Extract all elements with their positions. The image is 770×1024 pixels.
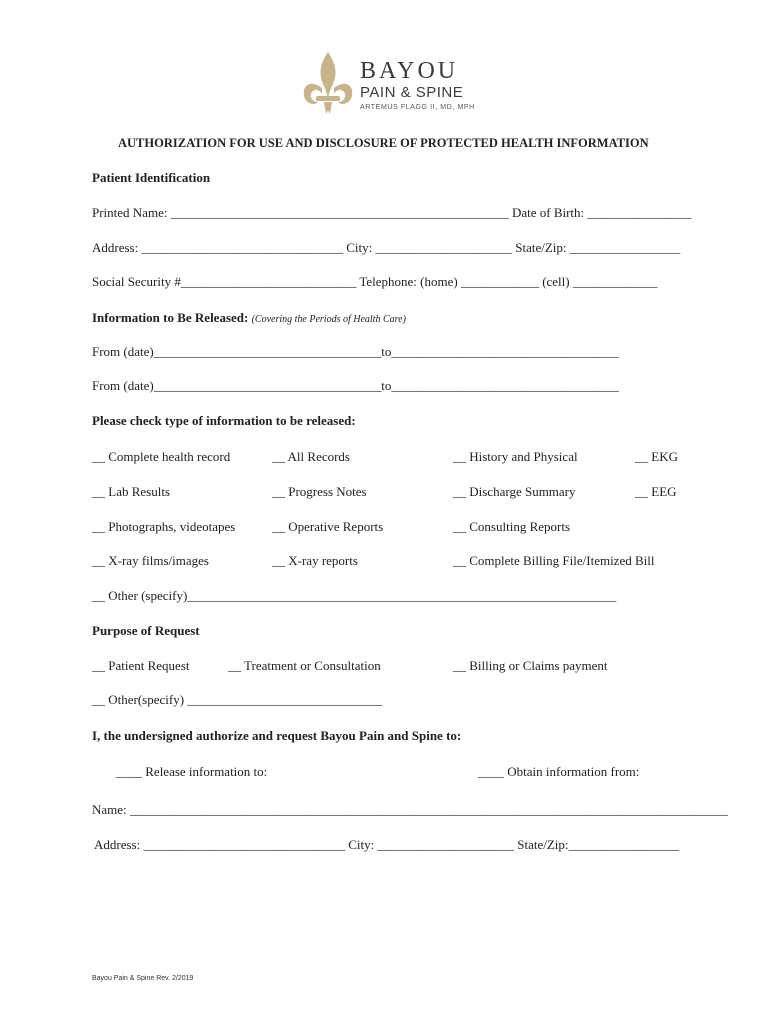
check-lab-results[interactable]: __ Lab Results bbox=[92, 484, 170, 499]
check-eeg[interactable]: __ EEG bbox=[635, 484, 677, 499]
purpose-patient-request[interactable]: __ Patient Request bbox=[92, 658, 190, 673]
patient-heading: Patient Identification bbox=[92, 170, 211, 185]
authorize-heading: I, the undersigned authorize and request Bayou Pain and Spine to: bbox=[92, 728, 462, 743]
check-history-physical[interactable]: __ History and Physical bbox=[453, 449, 578, 464]
obtain-option[interactable]: ____ Obtain information from: bbox=[478, 764, 640, 779]
date-range-1[interactable]: From (date)___________________________________to___________________________________ bbox=[92, 344, 619, 359]
check-all-records[interactable]: __ All Records bbox=[272, 449, 350, 464]
patient-name-line[interactable]: Printed Name: ____________________________________________________ Date of Birth: ________________ bbox=[92, 205, 692, 220]
brand-subname: PAIN & SPINE bbox=[360, 84, 464, 101]
check-operative-reports[interactable]: __ Operative Reports bbox=[272, 519, 384, 534]
purpose-billing[interactable]: __ Billing or Claims payment bbox=[453, 658, 608, 673]
check-progress-notes[interactable]: __ Progress Notes bbox=[272, 484, 367, 499]
recipient-name-line[interactable]: Name: ____________________________________________________________________________________________ bbox=[92, 802, 728, 817]
brand-doctor: ARTEMUS FLAGG II, MD, MPH bbox=[360, 104, 475, 111]
info-heading: Information to Be Released: bbox=[92, 310, 249, 325]
check-xray-reports[interactable]: __ X-ray reports bbox=[272, 553, 358, 568]
check-consulting-reports[interactable]: __ Consulting Reports bbox=[453, 519, 571, 534]
purpose-other[interactable]: __ Other(specify) ______________________________ bbox=[92, 692, 383, 707]
patient-ssn-line[interactable]: Social Security #___________________________ Telephone: (home) ____________ (cell) _____________ bbox=[92, 274, 658, 289]
recipient-address-line[interactable]: Address: _______________________________ City: _____________________ State/Zip:_________________ bbox=[94, 837, 679, 852]
check-billing-file[interactable]: __ Complete Billing File/Itemized Bill bbox=[453, 553, 655, 568]
check-discharge-summary[interactable]: __ Discharge Summary bbox=[453, 484, 576, 499]
release-option[interactable]: ____ Release information to: bbox=[116, 764, 268, 779]
purpose-treatment[interactable]: __ Treatment or Consultation bbox=[228, 658, 381, 673]
date-range-2[interactable]: From (date)___________________________________to___________________________________ bbox=[92, 378, 619, 393]
form-title: AUTHORIZATION FOR USE AND DISCLOSURE OF PROTECTED HEALTH INFORMATION bbox=[118, 136, 649, 150]
info-heading-line bbox=[92, 310, 406, 326]
info-note: (Covering the Periods of Health Care) bbox=[251, 314, 406, 325]
check-complete-health-record[interactable]: __ Complete health record bbox=[92, 449, 231, 464]
check-other-specify[interactable]: __ Other (specify)__________________________________________________________________ bbox=[92, 588, 617, 603]
check-ekg[interactable]: __ EKG bbox=[635, 449, 678, 464]
check-photographs[interactable]: __ Photographs, videotapes bbox=[92, 519, 236, 534]
patient-address-line[interactable]: Address: _______________________________ City: _____________________ State/Zip: _________________ bbox=[92, 240, 681, 255]
purpose-heading: Purpose of Request bbox=[92, 623, 200, 638]
brand-name: BAYOU bbox=[360, 58, 459, 84]
footer-revision: Bayou Pain & Spine Rev. 2/2019 bbox=[92, 975, 194, 982]
check-xray-films[interactable]: __ X-ray films/images bbox=[92, 553, 209, 568]
types-heading: Please check type of information to be released: bbox=[92, 413, 356, 428]
